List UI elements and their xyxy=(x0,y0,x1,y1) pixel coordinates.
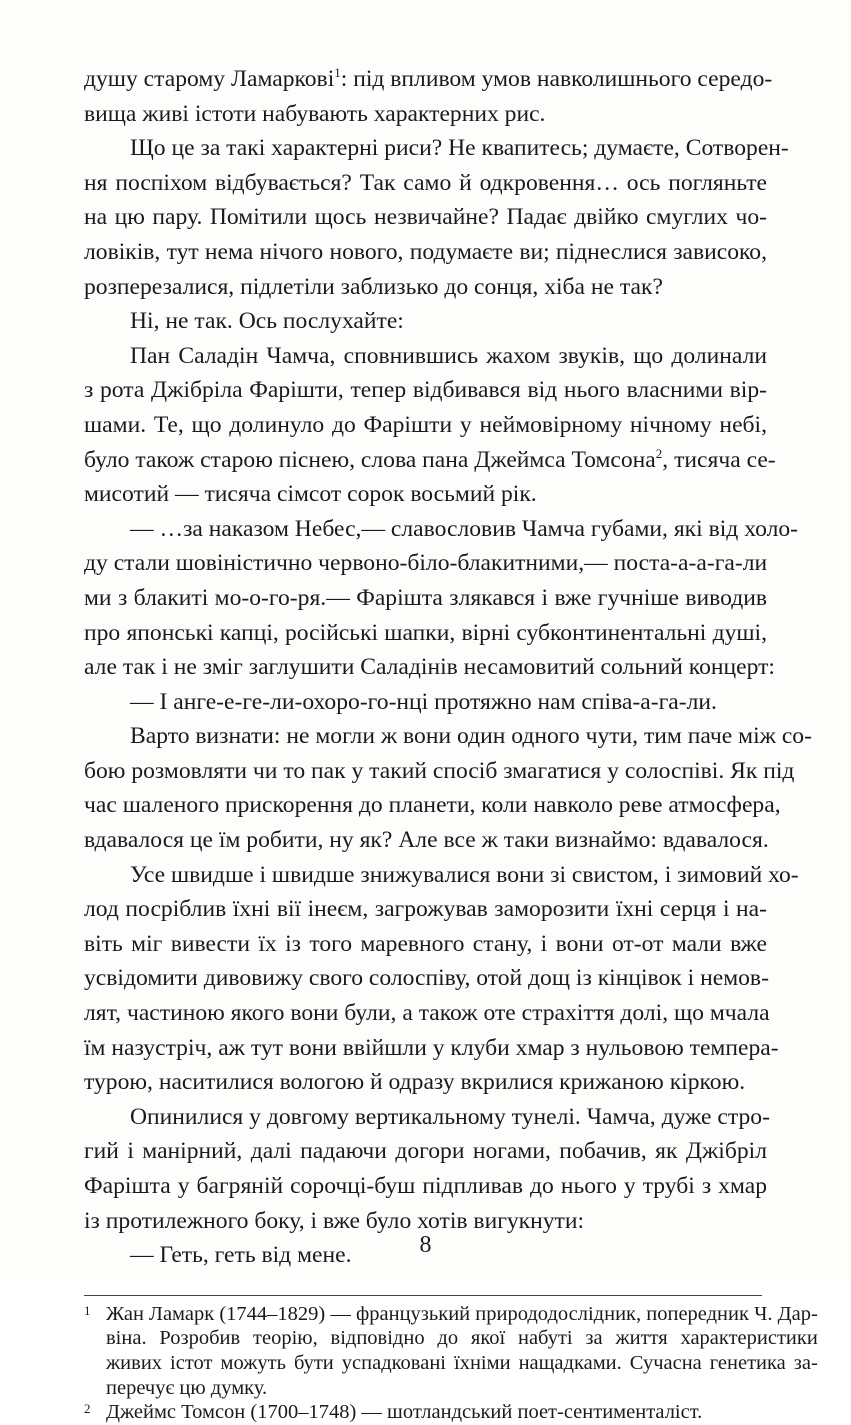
text-line: Опинилися у довгому вертикальному тунелі. Чамча, дуже стро- xyxy=(130,1103,770,1130)
footnotes xyxy=(84,1295,818,1425)
text-line: але так і не зміг заглушити Саладінів несамовитий сольний концерт: xyxy=(84,654,775,681)
footnote-mark: 1 xyxy=(84,1302,91,1318)
text-line: Усе швидше і швидше знижувалися вони зі свистом, і зимовий хо- xyxy=(130,861,799,888)
text-line: вдавалося це їм робити, ну як? Але все ж таки визнаймо: вдавалося. xyxy=(84,827,769,854)
text-line: — …за наказом Небес,— славословив Чамча губами, які від холо- xyxy=(130,515,799,542)
footnote-line: Жан Ламарк (1744–1829) — французький природодослідник, попередник Ч. Дар- xyxy=(106,1302,818,1325)
footnote xyxy=(84,1302,818,1400)
text-line: усвідомити дивовижу свого солоспіву, отой дощ із кінцівок і немов- xyxy=(84,965,769,992)
paragraph xyxy=(84,512,799,685)
text-line: турою, наситилися вологою й одразу вкрилися крижаною кіркою. xyxy=(84,1069,746,1096)
text-line: ми з блакиті мо-о-го-ря.— Фарішта злякався і вже гучніше виводив xyxy=(84,584,767,611)
text-line: розперезалися, підлетіли заблизько до сонця, хіба не так? xyxy=(84,273,663,300)
text-line: гий і манірний, далі падаючи догори ногами, побачив, як Джібріл xyxy=(84,1138,767,1165)
text-line: — Геть, геть від мене. xyxy=(130,1242,352,1269)
text-line: вища живі істоти набувають характерних рис. xyxy=(84,100,546,127)
page-number: 8 xyxy=(419,1232,432,1258)
footnote-text xyxy=(106,1302,818,1400)
text-line: душу старому Ламаркові$^1$: під впливом умов навколишнього середо- xyxy=(84,65,773,92)
text-line: Що це за такі характерні риси? Не квапитесь; думаєте, Сотворен- xyxy=(130,135,789,162)
paragraph xyxy=(84,1100,770,1238)
text-line: з рота Джібріла Фарішти, тепер відбивався від нього власними вір- xyxy=(84,377,767,404)
footnote xyxy=(84,1400,762,1425)
paragraph xyxy=(84,339,776,512)
text-line: шами. Те, що долинуло до Фарішти у неймовірному нічному небі, xyxy=(84,411,767,438)
text-line: Ні, не так. Ось послухайте: xyxy=(130,308,404,335)
text-line: ловіків, тут нема нічого нового, подумаєте ви; піднеслися зависоко, xyxy=(84,238,767,265)
text-line: бою розмовляти чи то пак у такий спосіб змагатися у солоспіві. Як під xyxy=(84,757,795,784)
text-line: мисотий — тисяча сімсот сорок восьмий рік. xyxy=(84,481,537,508)
text-line: — І анге-е-ге-ли-охоро-го-нці протяжно нам співа-а-га-ли. xyxy=(130,688,717,715)
main-text xyxy=(84,62,812,1273)
footnote-text xyxy=(106,1400,762,1425)
footnote-mark: 2 xyxy=(84,1401,91,1417)
paragraph xyxy=(84,62,773,131)
text-line: Варто визнати: не могли ж вони один одного чути, тим паче між со- xyxy=(130,723,812,750)
footnote-reference[interactable]: 2 xyxy=(655,445,663,461)
text-line: лят, частиною якого вони були, а також оте страхіття долі, що мчала xyxy=(84,1000,770,1027)
text-line: на цю пару. Помітили щось незвичайне? Падає двійко смуглих чо- xyxy=(84,204,767,231)
footnote-line: перечує цю думку. xyxy=(106,1376,268,1399)
paragraph xyxy=(84,304,767,339)
text-line: ду стали шовіністично червоно-біло-блакитними,— поста-а-а-га-ли xyxy=(84,550,768,577)
text-line: Фарішта у багряній сорочці-буш підпливав до нього у трубі з хмар xyxy=(84,1173,767,1199)
footnote-line: віна. Розробив теорію, відповідно до якої набуті за життя характеристики xyxy=(106,1327,818,1350)
text-line: лод посріблив їхні вії інеєм, загрожував заморозити їхні серця і на- xyxy=(84,896,767,923)
paragraph xyxy=(84,858,799,1100)
text-line: час шаленого прискорення до планети, коли навколо реве атмосфера, xyxy=(84,792,781,819)
text-line: було також старою піснею, слова пана Джеймса Томсона$^2$, тисяча се- xyxy=(84,445,776,473)
paragraph xyxy=(84,719,812,857)
text-line: із протилежного боку, і вже було хотів вигукнути: xyxy=(84,1207,585,1234)
footnote-line: Джеймс Томсон (1700–1748) — шотландський поет-сентименталіст. xyxy=(106,1401,703,1424)
footnote-line: живих істот можуть бути успадковані їхніми нащадками. Сучасна генетика за- xyxy=(106,1351,818,1374)
text-line: про японські капці, російські шапки, вірні субконтинентальні душі, xyxy=(84,619,767,646)
text-line: ня поспіхом відбувається? Так само й одкровення… ось погляньте xyxy=(84,169,767,196)
paragraph xyxy=(84,685,767,720)
text-line: Пан Саладін Чамча, сповнившись жахом звуків, що долинали xyxy=(130,342,767,369)
text-line: віть міг вивести їх із того маревного стану, і вони от-от мали вже xyxy=(84,930,767,957)
paragraph xyxy=(84,131,789,304)
footnote-reference[interactable]: 1 xyxy=(334,65,341,81)
text-line: їм назустріч, аж тут вони ввійшли у клуби хмар з нульовою темпера- xyxy=(84,1034,779,1061)
